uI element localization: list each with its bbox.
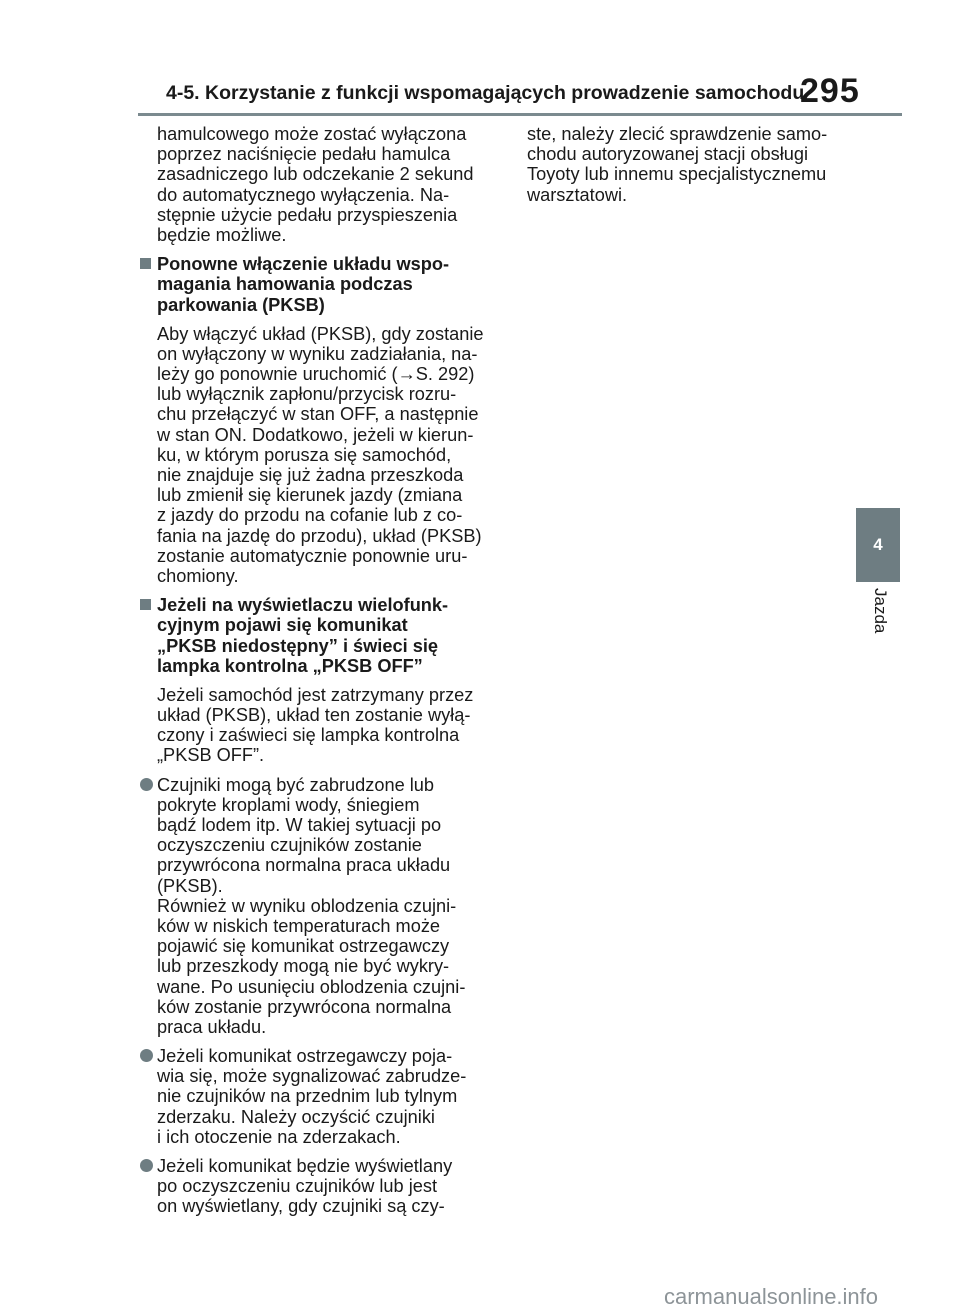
- text-line: praca układu.: [157, 1016, 267, 1037]
- text-line: po oczyszczeniu czujników lub jest: [157, 1176, 438, 1197]
- round-bullet-icon: [140, 1159, 153, 1172]
- text-line: Jeżeli samochód jest zatrzymany przez: [157, 684, 474, 705]
- text-line: Aby włączyć układ (PKSB), gdy zostanie: [157, 323, 484, 344]
- text-line: Jeżeli na wyświetlaczu wielofunk-: [157, 595, 449, 616]
- text-line: „PKSB niedostępny” i świeci się: [157, 635, 438, 656]
- text-line: lub zmienił się kierunek jazdy (zmiana: [157, 485, 463, 506]
- text-line: ku, w którym porusza się samochód,: [157, 444, 452, 465]
- text-line: wane. Po usunięciu oblodzenia czujni-: [157, 976, 466, 997]
- text-line: lub wyłącznik zapłonu/przycisk rozru-: [157, 384, 457, 405]
- text-line: cyjnym pojawi się komunikat: [157, 615, 408, 636]
- text-line: „PKSB OFF”.: [157, 745, 265, 766]
- text-line: Jeżeli komunikat ostrzegawczy poja-: [157, 1046, 453, 1067]
- text-line: zostanie automatycznie ponownie uru-: [157, 545, 468, 566]
- text-line: on wyświetlany, gdy czujniki są czy-: [157, 1196, 445, 1217]
- text-line: Jeżeli komunikat będzie wyświetlany: [157, 1156, 453, 1176]
- text-line: ste, należy zlecić sprawdzenie samo-: [527, 124, 828, 144]
- left-column: [157, 124, 487, 1226]
- bullet-item-sensors-dirty: [140, 775, 487, 1037]
- square-bullet-icon: [140, 599, 151, 610]
- text-line: poprzez naciśnięcie pedału hamulca: [157, 144, 451, 165]
- header-divider: [138, 113, 902, 116]
- text-line: chomiony.: [157, 565, 239, 586]
- text-line: fania na jazdę do przodu), układ (PKSB): [157, 525, 482, 546]
- section-heading-pksb-reenable: [140, 254, 487, 315]
- text-line: (PKSB).: [157, 875, 223, 896]
- text-line: nie czujników na przednim lub tylnym: [157, 1086, 458, 1107]
- reenable-paragraph: [157, 324, 487, 586]
- text-line: bądź lodem itp. W takiej sytuacji po: [157, 815, 442, 835]
- text-line: on wyłączony w wyniku zadziałania, na-: [157, 343, 478, 364]
- section-heading-pksb-unavailable: [140, 595, 487, 676]
- text-line: pojawić się komunikat ostrzegawczy: [157, 936, 450, 957]
- text-line: ków w niskich temperaturach może: [157, 915, 441, 936]
- round-bullet-icon: [140, 778, 153, 791]
- text-line: Ponowne włączenie układu wspo-: [157, 254, 450, 275]
- text-line: pokryte kroplami wody, śniegiem: [157, 794, 420, 815]
- text-line: parkowania (PKSB): [157, 294, 325, 315]
- page-header-title: 4-5. Korzystanie z funkcji wspomagających prowadzenie samochodu: [166, 82, 805, 104]
- text-line: do automatycznego wyłączenia. Na-: [157, 184, 450, 205]
- continuation-paragraph: [527, 124, 857, 205]
- text-line: nie znajduje się już żadna przeszkoda: [157, 465, 464, 485]
- text-line: magania hamowania podczas: [157, 274, 413, 295]
- text-line: leży go ponownie uruchomić (→S. 292): [157, 364, 475, 385]
- heading-text: [157, 254, 487, 315]
- text-line: hamulcowego może zostać wyłączona: [157, 124, 467, 144]
- text-line: wia się, może sygnalizować zabrudze-: [157, 1066, 467, 1087]
- right-column: [527, 124, 857, 214]
- round-bullet-icon: [140, 1049, 153, 1062]
- page-number: 295: [800, 72, 860, 110]
- text-line: warsztatowi.: [527, 184, 628, 205]
- heading-text: [157, 595, 487, 676]
- text-line: ków zostanie przywrócona normalna: [157, 996, 452, 1017]
- text-line: zderzaku. Należy oczyścić czujniki: [157, 1106, 435, 1127]
- bullet-text: [157, 775, 487, 1037]
- text-line: chu przełączyć w stan OFF, a następnie: [157, 404, 479, 425]
- intro-paragraph: [157, 124, 487, 245]
- bullet-item-warning-appears: [140, 1046, 487, 1147]
- unavailable-paragraph: [157, 685, 487, 766]
- text-line: zasadniczego lub odczekanie 2 sekund: [157, 164, 474, 185]
- text-line: Czujniki mogą być zabrudzone lub: [157, 774, 435, 795]
- bullet-text: [157, 1156, 487, 1217]
- square-bullet-icon: [140, 258, 151, 269]
- bullet-text: [157, 1046, 487, 1147]
- text-line: chodu autoryzowanej stacji obsługi: [527, 144, 809, 165]
- text-line: przywrócona normalna praca układu: [157, 855, 451, 876]
- text-line: stępnie użycie pedału przyspieszenia: [157, 204, 458, 225]
- bullet-item-warning-persists: [140, 1156, 487, 1217]
- text-line: Również w wyniku oblodzenia czujni-: [157, 895, 457, 916]
- text-line: czony i zaświeci się lampka kontrolna: [157, 725, 460, 746]
- text-line: z jazdy do przodu na cofanie lub z co-: [157, 505, 463, 526]
- text-line: będzie możliwe.: [157, 224, 287, 245]
- text-line: Toyoty lub innemu specjalistycznemu: [527, 164, 827, 185]
- text-line: i ich otoczenie na zderzakach.: [157, 1126, 401, 1147]
- chapter-tab-label: Jazda: [871, 588, 890, 634]
- footer-watermark: carmanualsonline.info: [664, 1284, 879, 1309]
- text-line: lub przeszkody mogą nie być wykry-: [157, 956, 450, 977]
- text-line: w stan ON. Dodatkowo, jeżeli w kierun-: [157, 424, 474, 445]
- chapter-tab[interactable]: 4: [856, 508, 900, 582]
- text-line: lampka kontrolna „PKSB OFF”: [157, 655, 423, 676]
- text-line: oczyszczeniu czujników zostanie: [157, 835, 422, 856]
- text-line: układ (PKSB), układ ten zostanie wyłą-: [157, 705, 471, 726]
